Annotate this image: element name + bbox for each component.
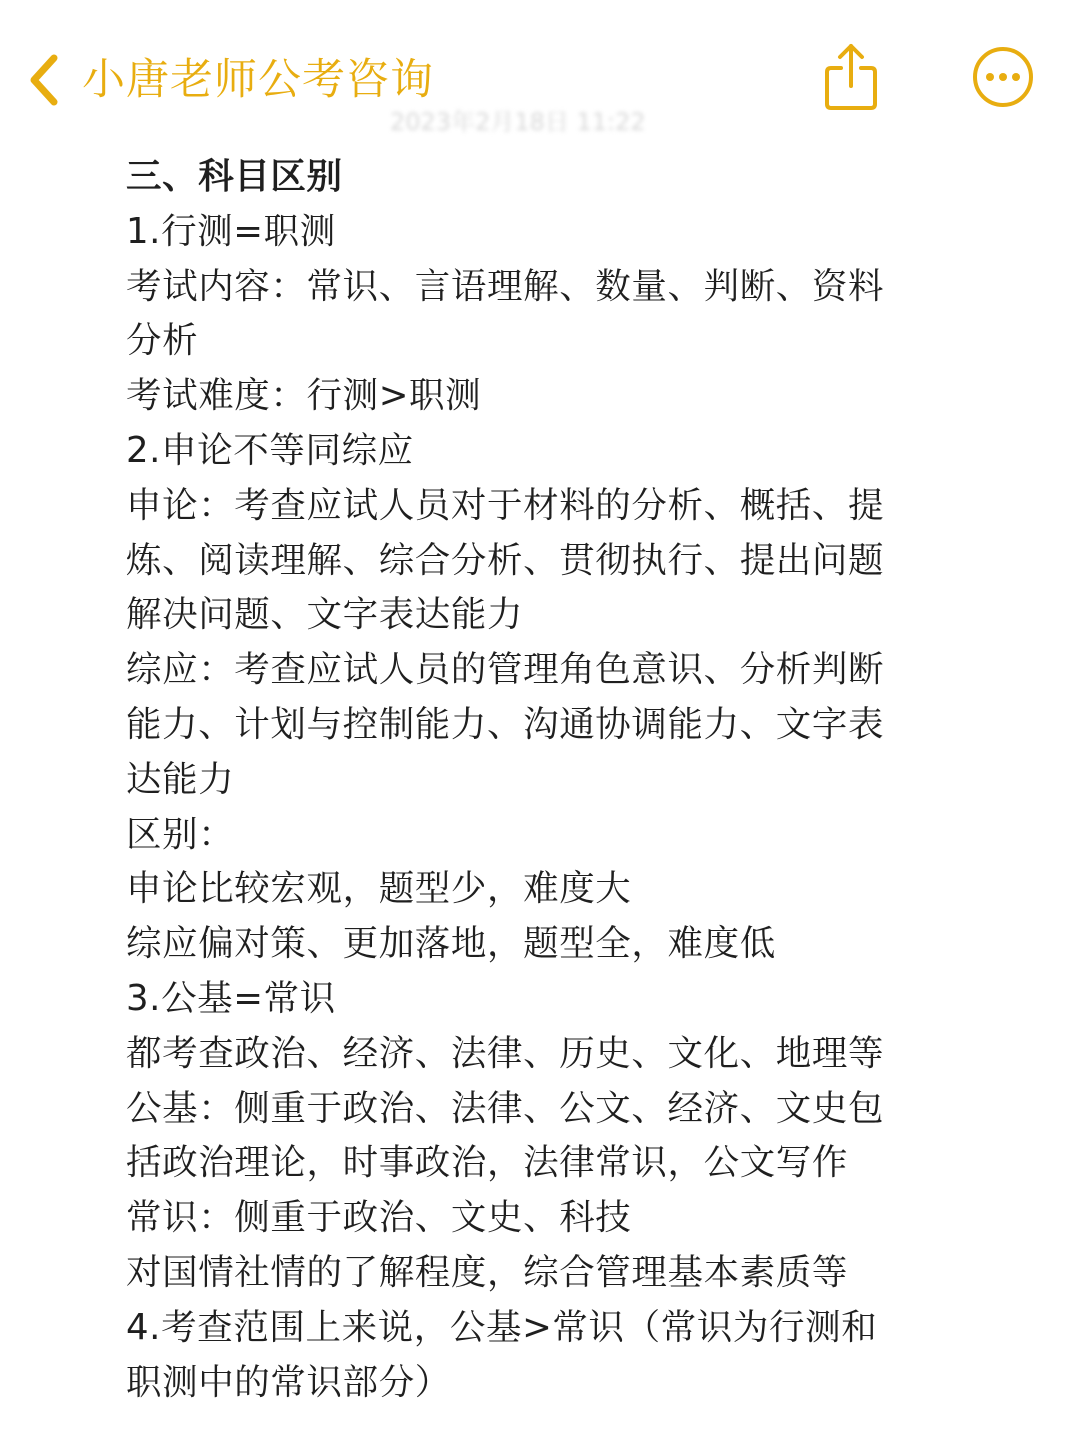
- note-line: 2.申论不等同综应: [126, 429, 414, 471]
- navigation-bar: [0, 0, 1080, 150]
- note-line: 能力、计划与控制能力、沟通协调能力、文字表: [126, 703, 885, 745]
- note-line: 都考查政治、经济、法律、历史、文化、地理等: [126, 1032, 885, 1074]
- note-timestamp: 2023年2月18日 11:22: [390, 108, 646, 136]
- note-heading: 三、科目区别: [126, 156, 343, 197]
- note-line: 综应偏对策、更加落地，题型全，难度低: [126, 923, 776, 965]
- nav-title[interactable]: 小唐老师公考咨询: [82, 55, 434, 105]
- back-button[interactable]: [14, 46, 74, 114]
- note-line: 考试难度：行测>职测: [126, 375, 482, 417]
- note-line: 考试内容：常识、言语理解、数量、判断、资料: [126, 265, 885, 307]
- note-line: 4.考查范围上来说，公基>常识（常识为行测和: [126, 1306, 878, 1348]
- note-line: 括政治理论，时事政治，法律常识，公文写作: [126, 1142, 849, 1184]
- note-line: 1.行测=职测: [126, 210, 336, 252]
- note-line: 分析: [126, 320, 199, 362]
- note-line: 职测中的常识部分）: [126, 1361, 451, 1403]
- note-line: 3.公基=常识: [126, 977, 336, 1019]
- note-line: 申论比较宏观，题型少，难度大: [126, 868, 632, 910]
- note-line: 达能力: [126, 758, 235, 800]
- share-button[interactable]: [818, 40, 884, 114]
- note-body[interactable]: [126, 150, 956, 1410]
- note-line: 对国情社情的了解程度，综合管理基本素质等: [126, 1251, 849, 1293]
- note-line: 综应：考查应试人员的管理角色意识、分析判断: [126, 649, 885, 691]
- ellipsis-circle-icon: [971, 45, 1035, 109]
- more-button[interactable]: [970, 44, 1036, 110]
- note-line: 申论：考查应试人员对于材料的分析、概括、提: [126, 484, 885, 526]
- note-line: 解决问题、文字表达能力: [126, 594, 524, 636]
- note-line: 公基：侧重于政治、法律、公文、经济、文史包: [126, 1087, 885, 1129]
- share-icon: [821, 42, 881, 112]
- chevron-left-icon: [24, 52, 64, 108]
- note-line: 区别：: [126, 813, 235, 855]
- note-line: 常识：侧重于政治、文史、科技: [126, 1197, 632, 1239]
- note-line: 炼、阅读理解、综合分析、贯彻执行、提出问题: [126, 539, 885, 581]
